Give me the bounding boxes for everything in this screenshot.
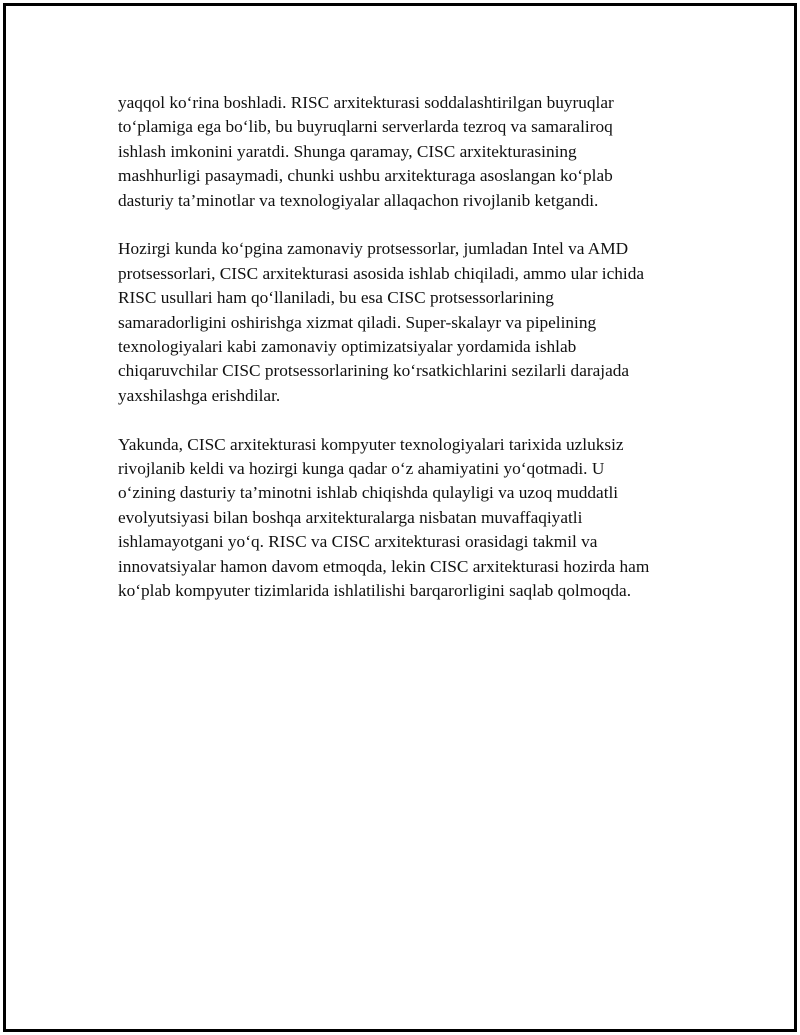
document-body (118, 91, 698, 628)
paragraph-2: Hozirgi kunda ko‘pgina zamonaviy protsessorlar, jumladan Intel va AMD protsessorlari, CISC arxitekturasi asosida ishlab chiqiladi, ammo ular ichida RISC usullari ham qo‘llaniladi, bu esa CISC protsessorlarining samaradorligini oshirishga xizmat qiladi. Super-skalayr va pipelining texnologiyalari kabi zamonaviy optimizatsiyalar yordamida ishlab chiqaruvchilar CISC protsessorlarining ko‘rsatkichlarini sezilarli darajada yaxshilashga erishdilar. (118, 239, 645, 405)
paragraph-1: yaqqol ko‘rina boshladi. RISC arxitekturasi soddalashtirilgan buyruqlar to‘plamiga ega bo‘lib, bu buyruqlarni serverlarda tezroq va samaraliroq ishlash imkonini yaratdi. Shunga qaramay, CISC arxitekturasining mashhurligi pasaymadi, chunki ushbu arxitekturaga asoslangan ko‘plab dasturiy ta’minotlar va texnologiyalar allaqachon rivojlanib ketgandi. (118, 93, 614, 210)
paragraph-3: Yakunda, CISC arxitekturasi kompyuter texnologiyalari tarixida uzluksiz rivojlanib keldi va hozirgi kunga qadar o‘z ahamiyatini yo‘qotmadi. U o‘zining dasturiy ta’minotni ishlab chiqishda qulayligi va uzoq muddatli evolyutsiyasi bilan boshqa arxitekturalarga nisbatan muvaffaqiyatli ishlamayotgani yo‘q. RISC va CISC arxitekturasi orasidagi takmil va innovatsiyalar hamon davom etmoqda, lekin CISC arxitekturasi hozirda ham ko‘plab kompyuter tizimlarida ishlatilishi barqarorligini saqlab qolmoqda. (118, 434, 650, 601)
